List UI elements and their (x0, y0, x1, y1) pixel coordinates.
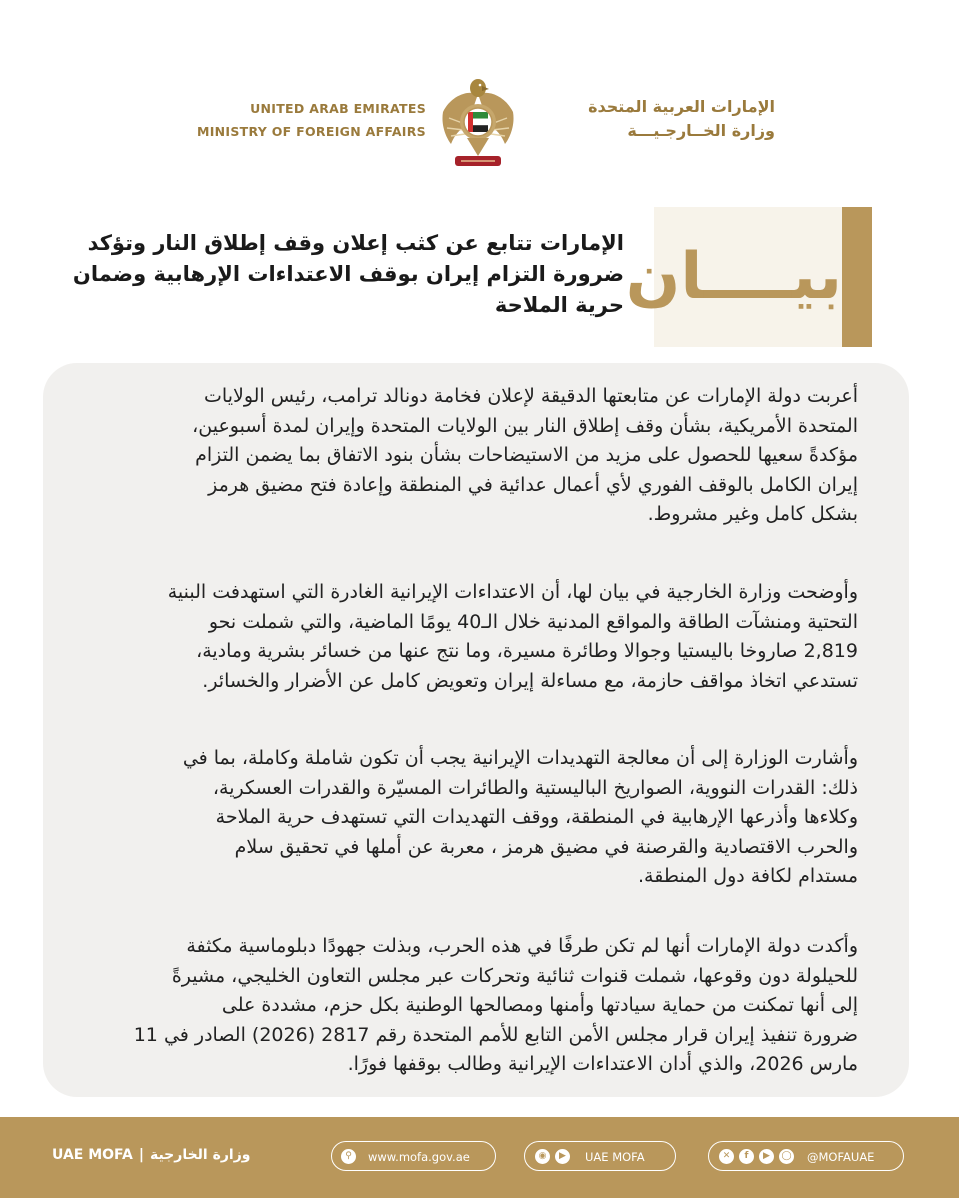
ministry-name-en (150, 97, 426, 143)
statement-title (72, 228, 624, 321)
ministry-name-en-line1: UNITED ARAB EMIRATES (250, 101, 426, 116)
footer-brand-ar: وزارة الخارجية (149, 1147, 251, 1163)
body-line: وأشارت الوزارة إلى أن معالجة التهديدات الإيرانية يجب أن تكون شاملة وكاملة، بما في (182, 747, 858, 769)
body-line: للحيلولة دون وقوعها، شملت قنوات ثنائية وتحركات عبر مجلس التعاون الخليجي، مشيرةً (171, 964, 858, 987)
statement-label-accent-bar (842, 207, 872, 347)
ministry-name-ar-line2: وزارة الخــارجـيـــة (627, 121, 775, 140)
body-paragraph-2 (60, 578, 858, 696)
statement-label-box (625, 207, 872, 347)
ministry-name-ar (530, 95, 775, 143)
body-line: بشكل كامل وغير مشروط. (647, 503, 858, 525)
body-line: ذلك: القدرات النووية، الصواريخ الباليستية والطائرات المسيّرة والقدرات العسكرية، (212, 776, 858, 799)
body-line: إلى أنها تمكنت من حماية سيادتها وأمنها ومصالحها الوطنية بكل حزم، مشددة على (221, 994, 858, 1016)
app-store-links[interactable] (524, 1141, 676, 1171)
body-line: المتحدة الأمريكية، بشأن وقف إطلاق النار بين الولايات المتحدة وإيران لمدة أسبوعين، (192, 414, 858, 437)
statement-title-line: ضرورة التزام إيران بوقف الاعتداءات الإرهابية وضمان (72, 262, 624, 286)
facebook-icon[interactable]: f (739, 1149, 754, 1164)
body-line: مؤكدةً سعيها للحصول على مزيد من الاستيضاحات بشأن بنود الاتفاق بما يضمن التزام (195, 444, 858, 466)
instagram-icon[interactable]: ◯ (779, 1149, 794, 1164)
body-paragraph-3 (60, 744, 858, 892)
body-line: تستدعي اتخاذ مواقف حازمة، مع مساءلة إيران وتعويض كامل عن الأضرار والخسائر. (202, 669, 858, 692)
body-line: مارس 2026، والذي أدان الاعتداءات الإيرانية وطالب بوقفها فورًا. (347, 1053, 858, 1075)
footer-brand-en: UAE MOFA (52, 1147, 133, 1163)
youtube-icon[interactable]: ▶ (759, 1149, 774, 1164)
body-line: أعربت دولة الإمارات عن متابعتها الدقيقة لإعلان فخامة دونالد ترامب، رئيس الولايات (204, 385, 858, 407)
app-name: UAE MOFA (585, 1150, 645, 1164)
social-links[interactable] (708, 1141, 904, 1171)
body-line: وأكدت دولة الإمارات أنها لم تكن طرفًا في هذه الحرب، وبذلت جهودًا دبلوماسية مكثفة (186, 935, 858, 957)
footer-brand (52, 1147, 250, 1163)
body-line: وكلاءها وأذرعها الإرهابية في المنطقة، ووقف التهديدات التي تستهدف حرية الملاحة (215, 806, 858, 828)
x-icon[interactable]: ✕ (719, 1149, 734, 1164)
statement-label: بيــــان (625, 240, 842, 314)
website-url: www.mofa.gov.ae (368, 1150, 470, 1164)
body-line: ضرورة تنفيذ إيران قرار مجلس الأمن التابع للأمم المتحدة رقم 2817 (2026) الصادر في 11 (133, 1023, 858, 1046)
body-line: والحرب الاقتصادية والقرصنة في مضيق هرمز ، معربة عن أملها في تحقيق سلام (234, 835, 858, 858)
body-line: إيران الكامل بالوقف الفوري لأي أعمال عدائية في المنطقة وإعادة فتح مضيق هرمز (208, 473, 858, 496)
website-link[interactable] (331, 1141, 496, 1171)
ministry-name-en-line2: MINISTRY OF FOREIGN AFFAIRS (196, 124, 426, 139)
uae-falcon-emblem-icon (437, 72, 519, 172)
body-paragraph-4 (60, 932, 858, 1080)
social-handle: @MOFAUAE (807, 1150, 875, 1164)
ministry-name-ar-line1: الإمارات العربية المتحدة (588, 97, 775, 116)
apple-icon[interactable]: ◉ (535, 1149, 550, 1164)
body-line: التحتية ومنشآت الطاقة والمواقع المدنية خلال الـ40 يومًا الماضية، والتي شملت نحو (208, 610, 858, 633)
statement-title-line: حرية الملاحة (494, 293, 624, 317)
body-paragraph-1 (60, 382, 858, 530)
body-line: مستدام لكافة دول المنطقة. (638, 865, 858, 887)
body-line: وأوضحت وزارة الخارجية في بيان لها، أن الاعتداءات الإيرانية الغادرة التي استهدفت البنية (167, 581, 858, 603)
footer-brand-separator: | (138, 1147, 144, 1163)
body-line: 2,819 صاروخا باليستيا وجوالا وطائرة مسيرة، وما نتج عنها من خسائر بشرية ومادية، (196, 640, 858, 662)
statement-title-line: الإمارات تتابع عن كثب إعلان وقف إطلاق النار وتؤكد (87, 231, 624, 255)
footer-bar (0, 1117, 959, 1198)
play-store-icon[interactable]: ▶ (555, 1149, 570, 1164)
search-icon: ⚲ (341, 1149, 356, 1164)
